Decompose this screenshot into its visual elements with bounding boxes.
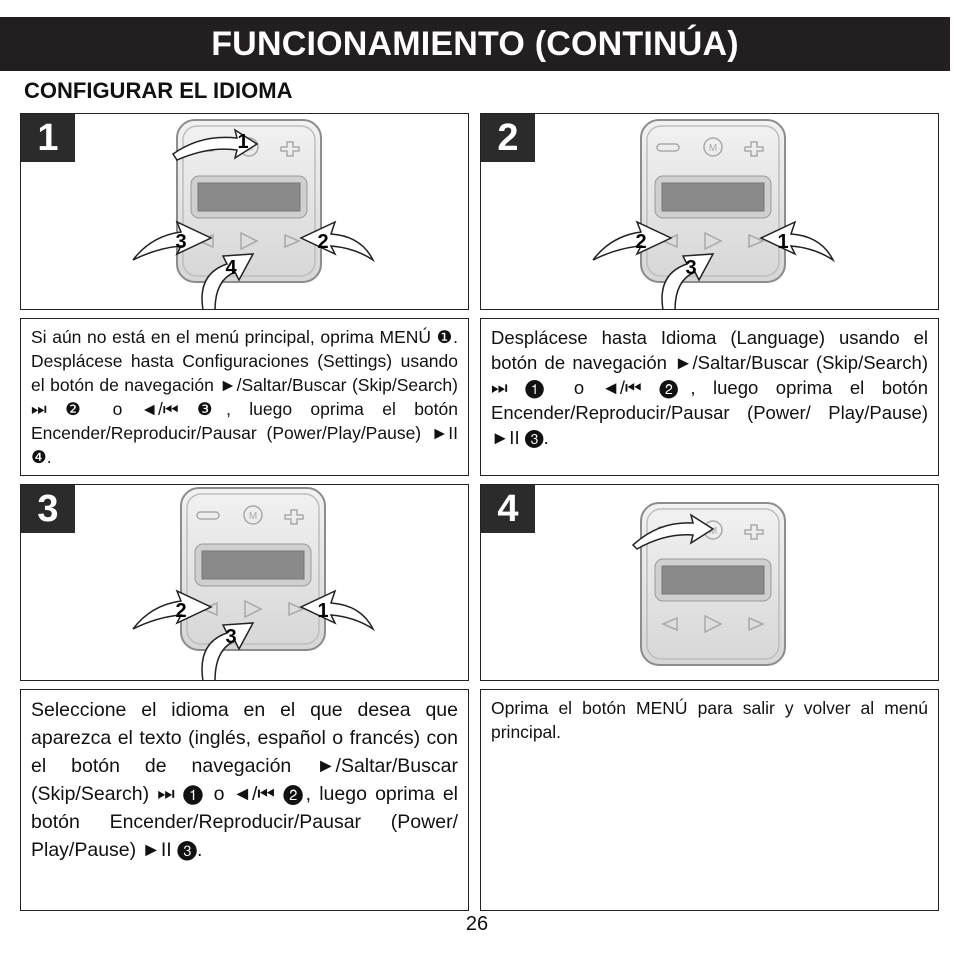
step-1-text: Si aún no está en el menú principal, oprima MENÚ ❶. Desplácese hasta Configuraciones (Settings) usando el botón de navegación ►/Saltar/Buscar (Skip/Search) ⏭ ❷ o ◄/⏮ ❸, luego oprima el botón Encender/Reproducir/Pausar (Power/Play/Pause) ►II ❹. <box>31 327 458 467</box>
step-3-callout-2: 2 <box>175 600 187 622</box>
section-title: CONFIGURAR EL IDIOMA <box>24 78 293 103</box>
step-1-panel <box>20 113 469 310</box>
page-number: 26 <box>465 913 489 935</box>
step-4-panel <box>480 484 939 681</box>
step-3-callout-3: 3 <box>225 626 237 648</box>
step-2-callout-2: 2 <box>635 231 647 253</box>
page-title: FUNCIONAMIENTO (CONTINÚA) <box>211 24 739 63</box>
step-2-callout-1: 1 <box>777 231 789 253</box>
step-3-instructions <box>20 689 469 911</box>
step-1-callout-3: 3 <box>175 231 187 253</box>
step-2-callout-3: 3 <box>685 257 697 279</box>
step-3-badge: 3 <box>21 485 75 533</box>
step-4-instructions <box>480 689 939 911</box>
step-1-badge: 1 <box>21 114 75 162</box>
header-bar <box>0 17 950 71</box>
step-3-callout-1: 1 <box>317 600 329 622</box>
step-2-text: Desplácese hasta Idioma (Language) usando el botón de navegación ►/Saltar/Buscar (Skip/Search) ⏭ ❶ o ◄/⏮ ❷, luego oprima el botón Encender/Reproducir/Pausar (Power/ Play/Pause) ►II ❸. <box>491 327 928 448</box>
step-1-callout-2: 2 <box>317 231 329 253</box>
step-3-panel <box>20 484 469 681</box>
step-2-badge: 2 <box>481 114 535 162</box>
step-2-instructions <box>480 318 939 476</box>
step-1-instructions <box>20 318 469 476</box>
step-2-panel <box>480 113 939 310</box>
step-2-device-illustration <box>481 114 939 310</box>
step-1-callout-1: 1 <box>237 131 249 153</box>
step-4-device-illustration <box>481 485 939 681</box>
step-3-device-illustration <box>21 485 469 681</box>
step-1-device-illustration <box>21 114 469 310</box>
step-4-badge: 4 <box>481 485 535 533</box>
step-4-text: Oprima el botón MENÚ para salir y volver al menú principal. <box>491 698 928 742</box>
step-3-text: Seleccione el idioma en el que desea que aparezca el texto (inglés, español o francés) con el botón de navegación ►/Saltar/Buscar (Skip/Search) ⏭ ❶ o ◄/⏮ ❷, luego oprima el botón Encender/Reproducir/Pausar (Power/ Play/Pause) ►II ❸. <box>31 699 458 861</box>
step-1-callout-4: 4 <box>225 257 237 279</box>
